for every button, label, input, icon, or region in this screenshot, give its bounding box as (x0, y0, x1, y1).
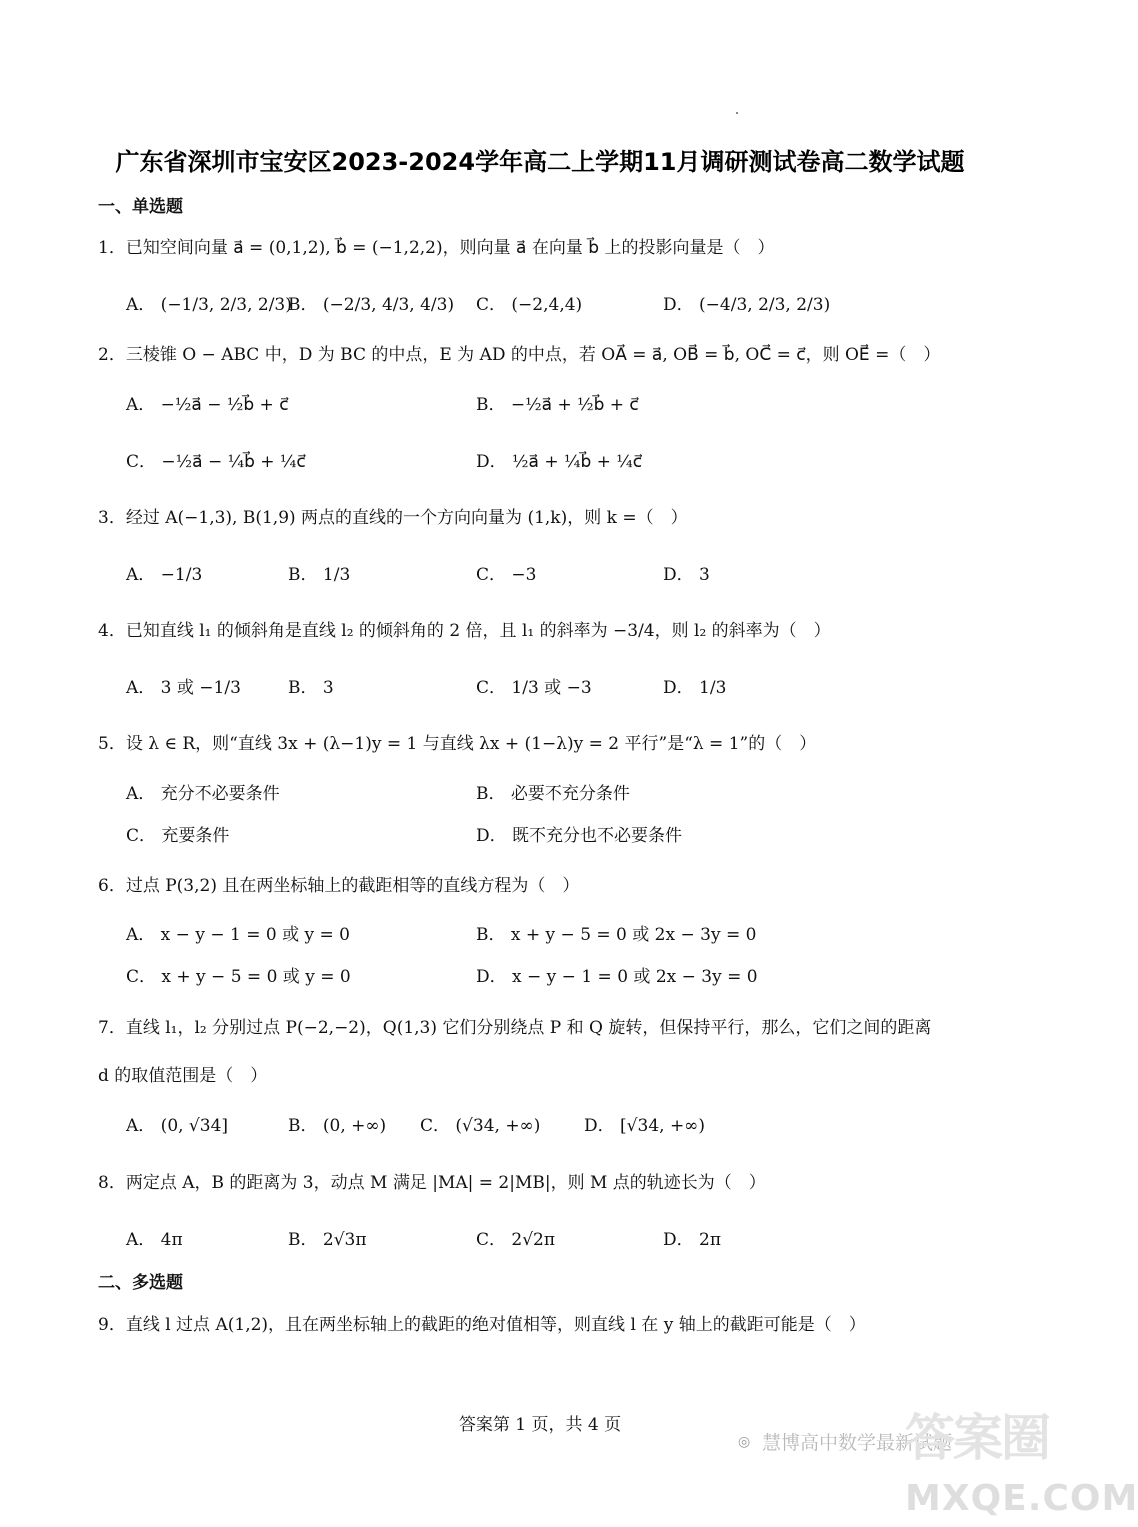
q8-option-a: A． 4π (126, 1230, 183, 1250)
question-4: 4．已知直线 l₁ 的倾斜角是直线 l₂ 的倾斜角的 2 倍，且 l₁ 的斜率为 −3/4，则 l₂ 的斜率为（ ） (98, 621, 831, 641)
watermark-label: 慧博高中数学最新试题 (762, 1432, 953, 1454)
watermark-site: MXQE.COM (905, 1478, 1138, 1519)
q3-option-b: B． 1/3 (288, 565, 351, 585)
q6-option-a: A． x − y − 1 = 0 或 y = 0 (126, 925, 350, 945)
question-6: 6．过点 P(3,2) 且在两坐标轴上的截距相等的直线方程为（ ） (98, 876, 580, 896)
page-footer: 答案第 1 页，共 4 页 (458, 1415, 622, 1435)
q5-option-c: C． 充要条件 (126, 826, 230, 846)
q5-option-b: B． 必要不充分条件 (476, 784, 630, 804)
q6-option-c: C． x + y − 5 = 0 或 y = 0 (126, 967, 351, 987)
q7-option-d: D． [√34, +∞) (584, 1116, 705, 1136)
q2-option-d: D． ½a⃗ + ¼b⃗ + ¼c⃗ (476, 452, 643, 472)
question-3: 3．经过 A(−1,3), B(1,9) 两点的直线的一个方向向量为 (1,k)，则 k =（ ） (98, 508, 688, 528)
watermark-logo: 答案圈 (905, 1409, 1049, 1467)
question-2: 2．三棱锥 O − ABC 中，D 为 BC 的中点，E 为 AD 的中点，若 OA⃗ = a⃗, OB⃗ = b⃗, OC⃗ = c⃗，则 OE⃗ =（ ） (98, 345, 941, 365)
q6-option-b: B． x + y − 5 = 0 或 2x − 3y = 0 (476, 925, 757, 945)
question-5: 5．设 λ ∈ R，则“直线 3x + (λ−1)y = 1 与直线 λx + (1−λ)y = 2 平行”是“λ = 1”的（ ） (98, 734, 817, 754)
question-9: 9．直线 l 过点 A(1,2)，且在两坐标轴上的截距的绝对值相等，则直线 l 在 y 轴上的截距可能是（ ） (98, 1315, 866, 1335)
section-multiple-choice: 二、多选题 (98, 1273, 183, 1293)
wechat-icon: ◎ (738, 1434, 751, 1450)
q3-option-d: D． 3 (663, 565, 710, 585)
q4-option-b: B． 3 (288, 678, 334, 698)
question-1: 1．已知空间向量 a⃗ = (0,1,2), b⃗ = (−1,2,2)，则向量 a⃗ 在向量 b⃗ 上的投影向量是（ ） (98, 238, 775, 258)
q2-option-c: C． −½a⃗ − ¼b⃗ + ¼c⃗ (126, 452, 306, 472)
q4-option-a: A． 3 或 −1/3 (126, 678, 241, 698)
q7-option-b: B． (0, +∞) (288, 1116, 387, 1136)
q1-option-d: D． (−4/3, 2/3, 2/3) (663, 295, 831, 315)
q1-option-b: B． (−2/3, 4/3, 4/3) (288, 295, 455, 315)
q8-option-d: D． 2π (663, 1230, 722, 1250)
q1-option-c: C． (−2,4,4) (476, 295, 583, 315)
q7-option-a: A． (0, √34] (126, 1116, 229, 1136)
scan-dot (736, 112, 738, 114)
page-title: 广东省深圳市宝安区2023-2024学年高二上学期11月调研测试卷高二数学试题 (115, 148, 965, 176)
question-8: 8．两定点 A，B 的距离为 3，动点 M 满足 |MA| = 2|MB|，则 M 点的轨迹长为（ ） (98, 1173, 766, 1193)
question-7-continued: d 的取值范围是（ ） (98, 1066, 268, 1086)
q4-option-d: D． 1/3 (663, 678, 727, 698)
q1-option-a: A． (−1/3, 2/3, 2/3) (126, 295, 292, 315)
q8-option-c: C． 2√2π (476, 1230, 556, 1250)
q2-option-b: B． −½a⃗ + ½b⃗ + c⃗ (476, 395, 639, 415)
q3-option-c: C． −3 (476, 565, 537, 585)
q2-option-a: A． −½a⃗ − ½b⃗ + c⃗ (126, 395, 289, 415)
q4-option-c: C． 1/3 或 −3 (476, 678, 592, 698)
q8-option-b: B． 2√3π (288, 1230, 367, 1250)
q5-option-a: A． 充分不必要条件 (126, 784, 280, 804)
q6-option-d: D． x − y − 1 = 0 或 2x − 3y = 0 (476, 967, 758, 987)
q7-option-c: C． (√34, +∞) (420, 1116, 541, 1136)
q5-option-d: D． 既不充分也不必要条件 (476, 826, 683, 846)
question-7: 7．直线 l₁，l₂ 分别过点 P(−2,−2)，Q(1,3) 它们分别绕点 P 和 Q 旋转，但保持平行，那么，它们之间的距离 (98, 1018, 932, 1038)
q3-option-a: A． −1/3 (126, 565, 203, 585)
section-single-choice: 一、单选题 (98, 197, 183, 217)
